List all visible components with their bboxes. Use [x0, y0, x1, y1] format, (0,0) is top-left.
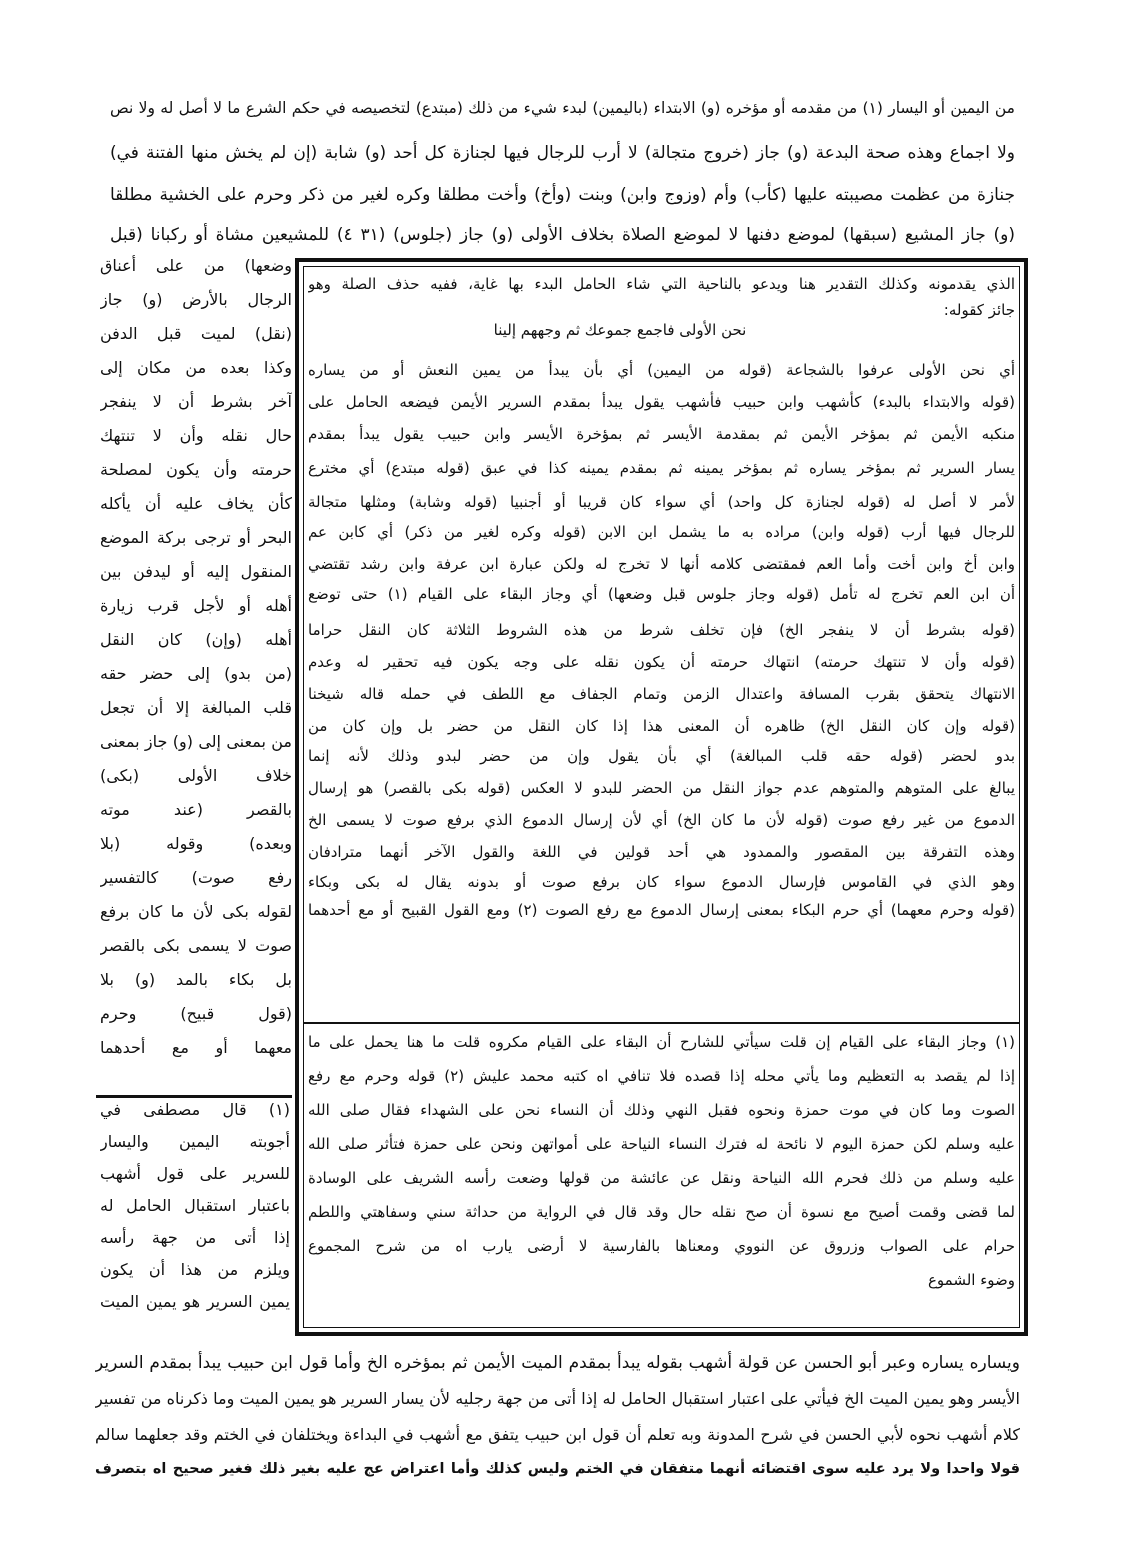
side-text-line: كأن يخاف عليه أن يأكله — [100, 494, 292, 513]
side-text-line: خلاف الأولى (بكى) — [100, 766, 292, 785]
side-footnote-line: باعتبار استقبال الحامل له — [100, 1196, 290, 1215]
commentary-line: (قوله والابتداء بالبدء) كأشهب وابن حبيب فأشهب يقول يبدأ بمقدم السرير الأيمن فيضعه الحامل على — [308, 393, 1015, 411]
footnote-line: عليه وسلم من ذلك فحرم الله النياحة ونقل عن عائشة من قولها وضعت رأسه الشريف على الوسادة — [308, 1169, 1015, 1187]
main-text-line: جنازة من عظمت مصيبته عليها (كأب) وأم (وزوج وابن) وبنت (وأخ) وأخت مطلقا وكره لغير من ذكر وحرم على الخشية مطلقا — [110, 185, 1015, 205]
footnote-line: وضوء الشموع — [927, 1271, 1015, 1289]
side-text-line: وضعها) من على أعناق — [100, 256, 292, 275]
commentary-line: الدموع من غير رفع صوت (قوله لأن ما كان الخ) أي لأن إرسال الدموع الذي برفع صوت لا يسمى الخ — [308, 811, 1015, 829]
commentary-line: وهو الذي في القاموس فإرسال الدموع سواء كان برفع صوت أو بدونه يقال له بكى وبكاء — [308, 873, 1015, 891]
main-text-line: من اليمين أو اليسار (١) من مقدمه أو مؤخره (و) الابتداء (باليمين) لبدء شيء من ذلك (مبتدع) لتخصيصه في حكم الشرع ما لا أصل له ولا نص — [110, 99, 1015, 117]
commentary-line: الانتهاك يتحقق بقرب المسافة واعتدال الزمن وتمام الجفاف مع اللطف في حمله قاله شيخنا — [308, 685, 1015, 703]
side-footnote-line: إذا أتى من جهة رأسه — [100, 1228, 290, 1247]
side-footnote-line: يمين السرير هو يمين الميت — [100, 1292, 290, 1311]
main-text-line: (و) جاز المشيع (سبقها) لموضع دفنها لا لموضع الصلاة بخلاف الأولى (و) جاز (جلوس) (٣١ ٤) للمشيعين مشاة أو ركبانا (قبل — [110, 225, 1015, 245]
side-text-line: بل بكاء بالمد (و) بلا — [100, 970, 292, 989]
commentary-line: (قوله وإن كان النقل الخ) ظاهره أن المعنى هذا إذا كان النقل من حضر بل وإن كان من — [308, 717, 1015, 735]
side-text-line: قلب المبالغة إلا أن تجعل — [100, 698, 292, 717]
commentary-line: وابن أخ وابن أخت وأما العم فمقتضى كلامه أنها لا تخرج له ولكن عبارة ابن عرفة وابن رشد تقتضي — [308, 555, 1015, 573]
side-text-line: آخر بشرط أن لا ينفجر — [100, 392, 292, 411]
bottom-text-line: قولا واحدا ولا يرد عليه سوى اقتضائه أنهما متفقان في الختم وليس كذلك وأما اعتراض عج عليه بغير ذلك فغير صحيح اه بتصرف — [95, 1461, 1020, 1477]
side-text-line: الرجال بالأرض (و) جاز — [100, 290, 292, 309]
footnote-line: عليه وسلم لكن حمزة اليوم لا نائحة له فترك النساء النياحة على أمواتهن ونحن على حمزة فتأثر صلى الله — [308, 1135, 1015, 1153]
side-text-line: لقوله بكى لأن ما كان برفع — [100, 902, 292, 921]
side-text-line: (نقل) لميت قبل الدفن — [100, 324, 292, 343]
side-footnote-line: (١) قال مصطفى في — [100, 1100, 290, 1119]
commentary-line: جائز كقوله: — [943, 301, 1015, 319]
commentary-line: يبالغ على المتوهم والمتوهم عدم جواز النقل من الحضر للبدو لا العكس (قوله بكى بالقصر) هو إرسال — [308, 779, 1015, 797]
footnote-line: الصوت وما كان في موت حمزة ونحوه فقبل النهي وذلك أن النساء نحن على الشهداء فقال صلى الله — [308, 1101, 1015, 1119]
side-text-line: حال نقله وأن لا تنتهك — [100, 426, 292, 445]
side-text-line: أهله أو لأجل قرب زيارة — [100, 596, 292, 615]
commentary-line: (قوله وحرم معهما) أي حرم البكاء بمعنى إرسال الدموع مع رفع الصوت (٢) ومع القول القبيح أو مع أحدهما — [308, 901, 1015, 919]
side-text-line: المنقول إليه أو ليدفن بين — [100, 562, 292, 581]
bottom-text-line: ويساره يساره وعبر أبو الحسن عن قولة أشهب بقوله يبدأ بمقدم الميت الأيمن ثم بمؤخره الخ وأما قول ابن حبيب يبدأ بمقدم السرير — [95, 1353, 1020, 1373]
side-text-line: (قول قبيح) وحرم — [100, 1004, 292, 1023]
main-text-line: ولا اجماع وهذه صحة البدعة (و) جاز (خروج متجالة) لا أرب للرجال فيها لجنازة كل أحد (و) شابة (إن لم يخش منها الفتنة في) — [110, 143, 1015, 163]
footnote-line: إذا لم يقصد به التعظيم وما يأتي محله إذا قصده فلا تنافي اه كتبه محمد عليش (٢) قوله وحرم مع رفع — [308, 1067, 1015, 1085]
side-text-line: رفع صوت) كالتفسير — [100, 868, 292, 887]
side-text-line: وكذا بعده من مكان إلى — [100, 358, 292, 377]
side-footnote-line: ويلزم من هذا أن يكون — [100, 1260, 290, 1279]
side-text-line: أهله (وإن) كان النقل — [100, 630, 292, 649]
side-text-line: (من بدو) إلى حضر حقه — [100, 664, 292, 683]
side-text-line: معهما أو مع أحدهما — [100, 1038, 292, 1057]
commentary-line: لأمر لا أصل له (قوله لجنازة كل واحد) أي سواء كان قريبا أو أجنبيا (قوله وشابة) ومثلها متجالة — [308, 493, 1015, 511]
footnote-line: (١) وجاز البقاء على القيام إن قلت سيأتي للشارح أن البقاء على القيام مكروه قلت ما هنا يحمل على ما — [308, 1033, 1015, 1051]
footnote-divider — [303, 1022, 1020, 1024]
bottom-text-line: الأيسر وهو يمين الميت الخ فيأتي على اعتبار استقبال الحامل له إذا أتى من جهة رجليه لأن يسار السرير هو يمين الميت وما ذكرناه من تفسير — [95, 1389, 1020, 1408]
commentary-line: وهذه التفرقة بين المقصور والممدود هي أحد قولين في اللغة والقول الآخر أنهما مترادفان — [308, 843, 1015, 861]
commentary-line: بدو لحضر (قوله حقه قلب المبالغة) أي بأن يقول وإن من حضر لبدو وذلك لأنه إنما — [308, 747, 1015, 765]
footnote-line: لما قضى وقمت أصيح مع نسوة أن صح نقله حال وقد قال في الرواية من حداثة سني وسفاهتي واللطم — [308, 1203, 1015, 1221]
bottom-text-line: كلام أشهب نحوه لأبي الحسن في شرح المدونة وبه تعلم أن قول ابن حبيب يتفق مع أشهب في البداءة ويختلفان في الختم وقد جعلهما سالم — [95, 1425, 1020, 1444]
side-text-line: حرمته وأن يكون لمصلحة — [100, 460, 292, 479]
commentary-line: أي نحن الأولى عرفوا بالشجاعة (قوله من اليمين) أي بأن يبدأ من يمين النعش أو من يساره — [308, 361, 1015, 379]
commentary-verse: نحن الأولى فاجمع جموعك ثم وجههم إلينا — [493, 321, 747, 339]
commentary-line: (قوله وأن لا تنتهك حرمته) انتهاك حرمته أن يكون نقله على وجه يكون فيه تحقير له وعدم — [308, 653, 1015, 671]
side-text-line: من بمعنى إلى (و) جاز بمعنى — [100, 732, 292, 751]
side-text-line: البحر أو ترجى بركة الموضع — [100, 528, 292, 547]
footnote-line: حرام على الصواب وزروق عن النووي ومعناها بالفارسية لا أرضى يارب اه من شرح المجموع — [308, 1237, 1015, 1255]
side-footnote-line: للسرير على قول أشهب — [100, 1164, 290, 1183]
side-text-line: صوت لا يسمى بكى بالقصر — [100, 936, 292, 955]
commentary-line: الذي يقدمونه وكذلك التقدير هنا ويدعو بالناحية التي شاء الحامل البدء بها غاية، ففيه حذف الصلة وهو — [308, 275, 1015, 293]
side-text-line: وبعده) وقوله (بلا — [100, 834, 292, 853]
side-text-line: بالقصر (عند موته — [100, 800, 292, 819]
commentary-line: يسار السرير ثم بمؤخر يساره ثم بمؤخر يمينه ثم بمقدم يمينه كذا في عبق (قوله مبتدع) أي مخترع — [308, 459, 1015, 477]
commentary-line: منكبه الأيمن ثم بمؤخر الأيمن ثم بمقدمة الأيسر ثم بمؤخرة الأيسر وابن حبيب يقول يبدأ بمقدم — [308, 425, 1015, 443]
commentary-line: للرجال فيها أرب (قوله وابن) مراده به ما يشمل ابن الابن (قوله وكره لغير من ذكر) أي كابن عم — [308, 523, 1015, 541]
commentary-line: أن ابن العم تخرج له تأمل (قوله وجاز جلوس قبل وضعها) أي وجاز البقاء على القيام (١) حتى توضع — [308, 585, 1015, 603]
side-footnote-line: أجوبته اليمين واليسار — [100, 1132, 290, 1151]
commentary-line: (قوله بشرط أن لا ينفجر الخ) فإن تخلف شرط من هذه الشروط الثلاثة كان النقل حراما — [308, 621, 1015, 639]
